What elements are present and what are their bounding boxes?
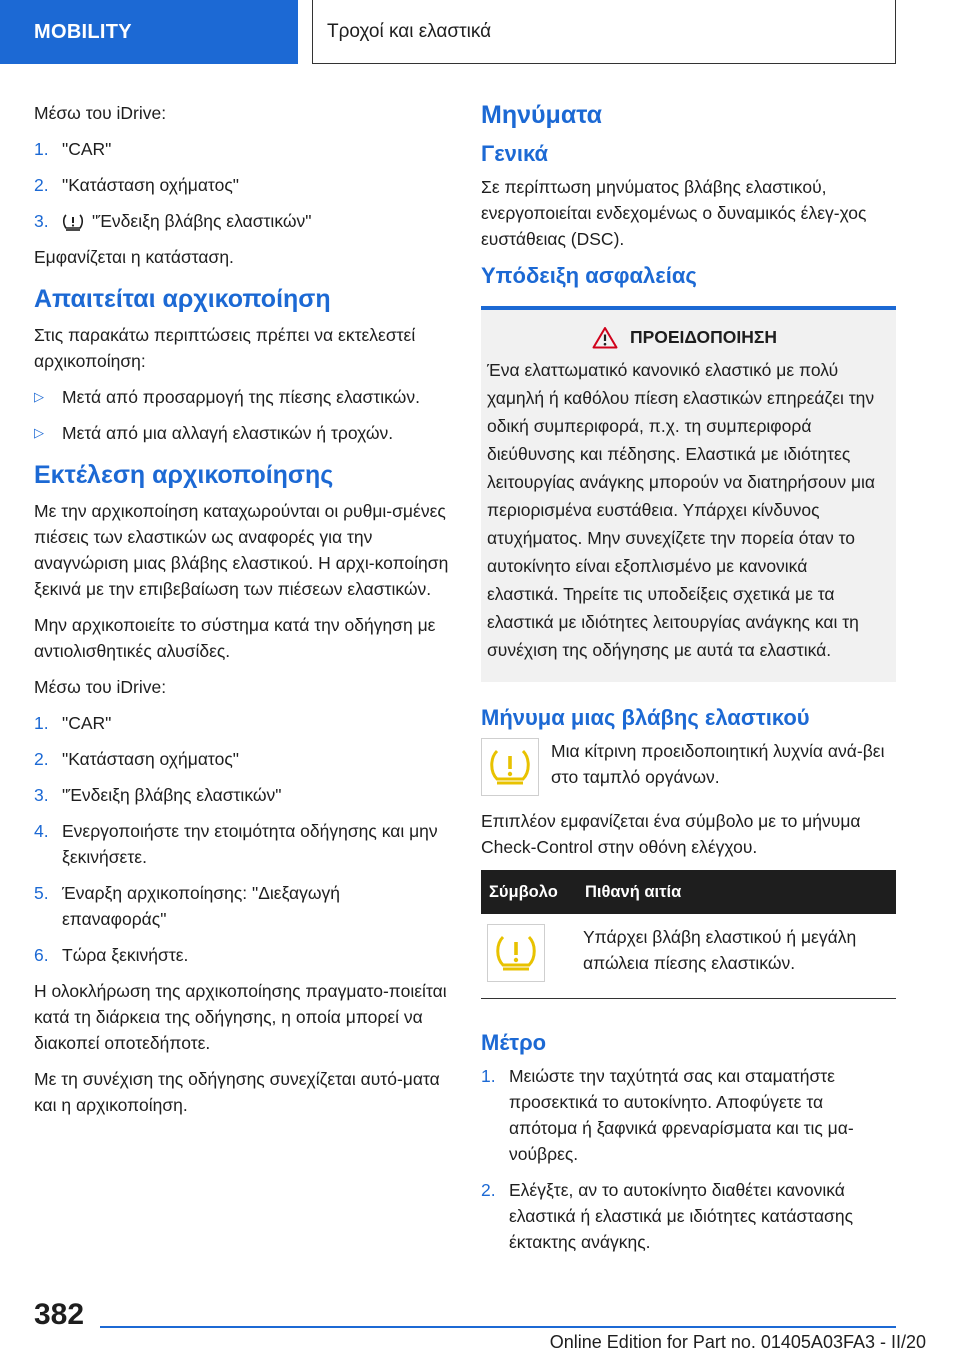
list-item: 1. "CAR" (34, 713, 112, 733)
fault-lamp-text: Μια κίτρινη προειδοποιητική λυχνία ανά-βει στο ταμπλό οργάνων. (551, 741, 885, 787)
tire-pressure-icon (62, 213, 84, 231)
tire-pressure-symbol-icon (487, 924, 545, 982)
list-item: 3. "Ένδειξη βλάβης ελαστικών" (34, 785, 282, 805)
exec-paragraph-1: Με την αρχικοποίηση καταχωρούνται οι ρυθμι-σμένες πιέσεις των ελαστικών ως αναφορές για την αναγνώριση μιας βλάβης ελαστικού. Η αρχι-κοποίηση ξεκινά με την επιβεβαίωση των πιέσεων ελαστικών. (34, 501, 449, 599)
init-heading: Απαιτείται αρχικοποίηση (34, 285, 331, 313)
steps-list-2 (34, 710, 449, 968)
right-column (481, 100, 896, 1265)
general-text: Σε περίπτωση μηνύματος βλάβης ελαστικού, ενεργοποιείται ενδεχομένως ο δυναμικός έλεγ-χος ευστάθειας (DSC). (481, 177, 867, 249)
general-heading: Γενικά (481, 141, 549, 166)
steps-list-1 (34, 136, 449, 234)
init-bullets (34, 384, 449, 446)
warning-triangle-icon (592, 326, 618, 349)
list-item: 3. "Ένδειξη βλάβης ελαστικών" (34, 211, 312, 231)
chapter-title (312, 0, 896, 64)
chapter-title-text: Τροχοί και ελαστικά (327, 20, 492, 42)
warning-text: Ένα ελαττωματικό κανονικό ελαστικό με πολύ χαμηλή ή καθόλου πίεση ελαστικών επηρεάζει την οδική συμπεριφορά, π.χ. τη συμπεριφορά διεύθυνσης και πέδησης. Ελαστικά με ιδιότητες λειτουργίας ανάγκης μπορούν να διατηρήσουν μια περιορισμένα ευστάθεια. Υπάρχει κίνδυνος ατυχήματος. Μην συνεχίζετε την πορεία όταν το αυτοκίνητο είναι εξοπλισμένο με κανονικά ελαστικά. Τηρείτε τις υποδείξεις σχετικά με τα ελαστικά με ιδιότητες λειτουργίας ανάγκης και τη συνέχιση της οδήγησης με αυτά τα ελαστικά. (487, 360, 876, 660)
exec-paragraph-3: Η ολοκλήρωση της αρχικοποίησης πραγματο-ποιείται κατά τη διάρκεια της οδήγησης, η οποία μπορεί να διακοπεί οποτεδήποτε. (34, 981, 447, 1053)
fault-heading: Μήνυμα μιας βλάβης ελαστικού (481, 705, 810, 730)
table-header-row (481, 870, 896, 914)
left-column (34, 100, 449, 1128)
triangle-bullet-icon: ▷ (34, 425, 44, 440)
init-text: Στις παρακάτω περιπτώσεις πρέπει να εκτελεστεί αρχικοποίηση: (34, 325, 416, 371)
list-item: 4. Ενεργοποιήστε την ετοιμότητα οδήγησης και μην ξεκινήσετε. (34, 821, 438, 867)
list-item: 2. "Κατάσταση οχήματος" (34, 175, 239, 195)
section-label: MOBILITY (34, 20, 132, 43)
safety-heading: Υπόδειξη ασφαλείας (481, 263, 697, 288)
list-item: 2. "Κατάσταση οχήματος" (34, 749, 239, 769)
footer-divider (100, 1326, 896, 1328)
edition-text: Online Edition for Part no. 01405A03FA3 - II/20 (549, 1332, 926, 1352)
triangle-bullet-icon: ▷ (34, 389, 44, 404)
fault-lamp-row (481, 738, 896, 796)
status-text: Εμφανίζεται η κατάσταση. (34, 247, 234, 267)
warning-header (487, 324, 882, 350)
fault-extra-text: Επιπλέον εμφανίζεται ένα σύμβολο με το μήνυμα Check-Control στην οθόνη ελέγχου. (481, 811, 861, 857)
table-cell-symbol (481, 914, 577, 999)
exec-paragraph-4: Με τη συνέχιση της οδήγησης συνεχίζεται αυτό-ματα και η αρχικοποίηση. (34, 1069, 440, 1115)
tire-pressure-warning-lamp-icon (481, 738, 539, 796)
idrive-intro: Μέσω του iDrive: (34, 103, 167, 123)
exec-paragraph-2: Μην αρχικοποιείτε το σύστημα κατά την οδήγηση με αντιολισθητικές αλυσίδες. (34, 615, 436, 661)
table-header-symbol: Σύμβολο (481, 870, 577, 914)
messages-heading: Μηνύματα (481, 101, 603, 129)
exec-intro: Μέσω του iDrive: (34, 677, 167, 697)
section-tab (0, 0, 298, 64)
table-row (481, 914, 896, 999)
exec-heading: Εκτέλεση αρχικοποίησης (34, 461, 334, 489)
list-item: ▷ Μετά από μια αλλαγή ελαστικών ή τροχών. (34, 420, 449, 446)
warning-label: ΠΡΟΕΙΔΟΠΟΙΗΣΗ (629, 327, 778, 347)
table-cell-cause: Υπάρχει βλάβη ελαστικού ή μεγάλη απώλεια πίεσης ελαστικών. (577, 914, 896, 999)
page-number: 382 (34, 1298, 85, 1331)
list-item: 1. "CAR" (34, 139, 112, 159)
list-item: 5. Έναρξη αρχικοποίησης: "Διεξαγωγή επαναφοράς" (34, 883, 340, 929)
list-item: 1. Μειώστε την ταχύτητά σας και σταματήστε προσεκτικά το αυτοκίνητο. Αποφύγετε τα απότομα ή ξαφνικά φρεναρίσματα και τις μα-νούβρες. (481, 1066, 854, 1164)
list-item: ▷ Μετά από προσαρμογή της πίεσης ελαστικών. (34, 384, 449, 410)
table-header-cause: Πιθανή αιτία (577, 870, 896, 914)
measure-heading: Μέτρο (481, 1030, 547, 1055)
list-item: 2. Ελέγξτε, αν το αυτοκίνητο διαθέτει κανονικά ελαστικά ή ελαστικά με ιδιότητες κατάστασης έκτακτης ανάγκης. (481, 1180, 854, 1252)
list-item: 6. Τώρα ξεκινήστε. (34, 945, 189, 965)
measure-steps (481, 1063, 896, 1255)
symbol-table (481, 870, 896, 999)
warning-box (481, 306, 896, 682)
